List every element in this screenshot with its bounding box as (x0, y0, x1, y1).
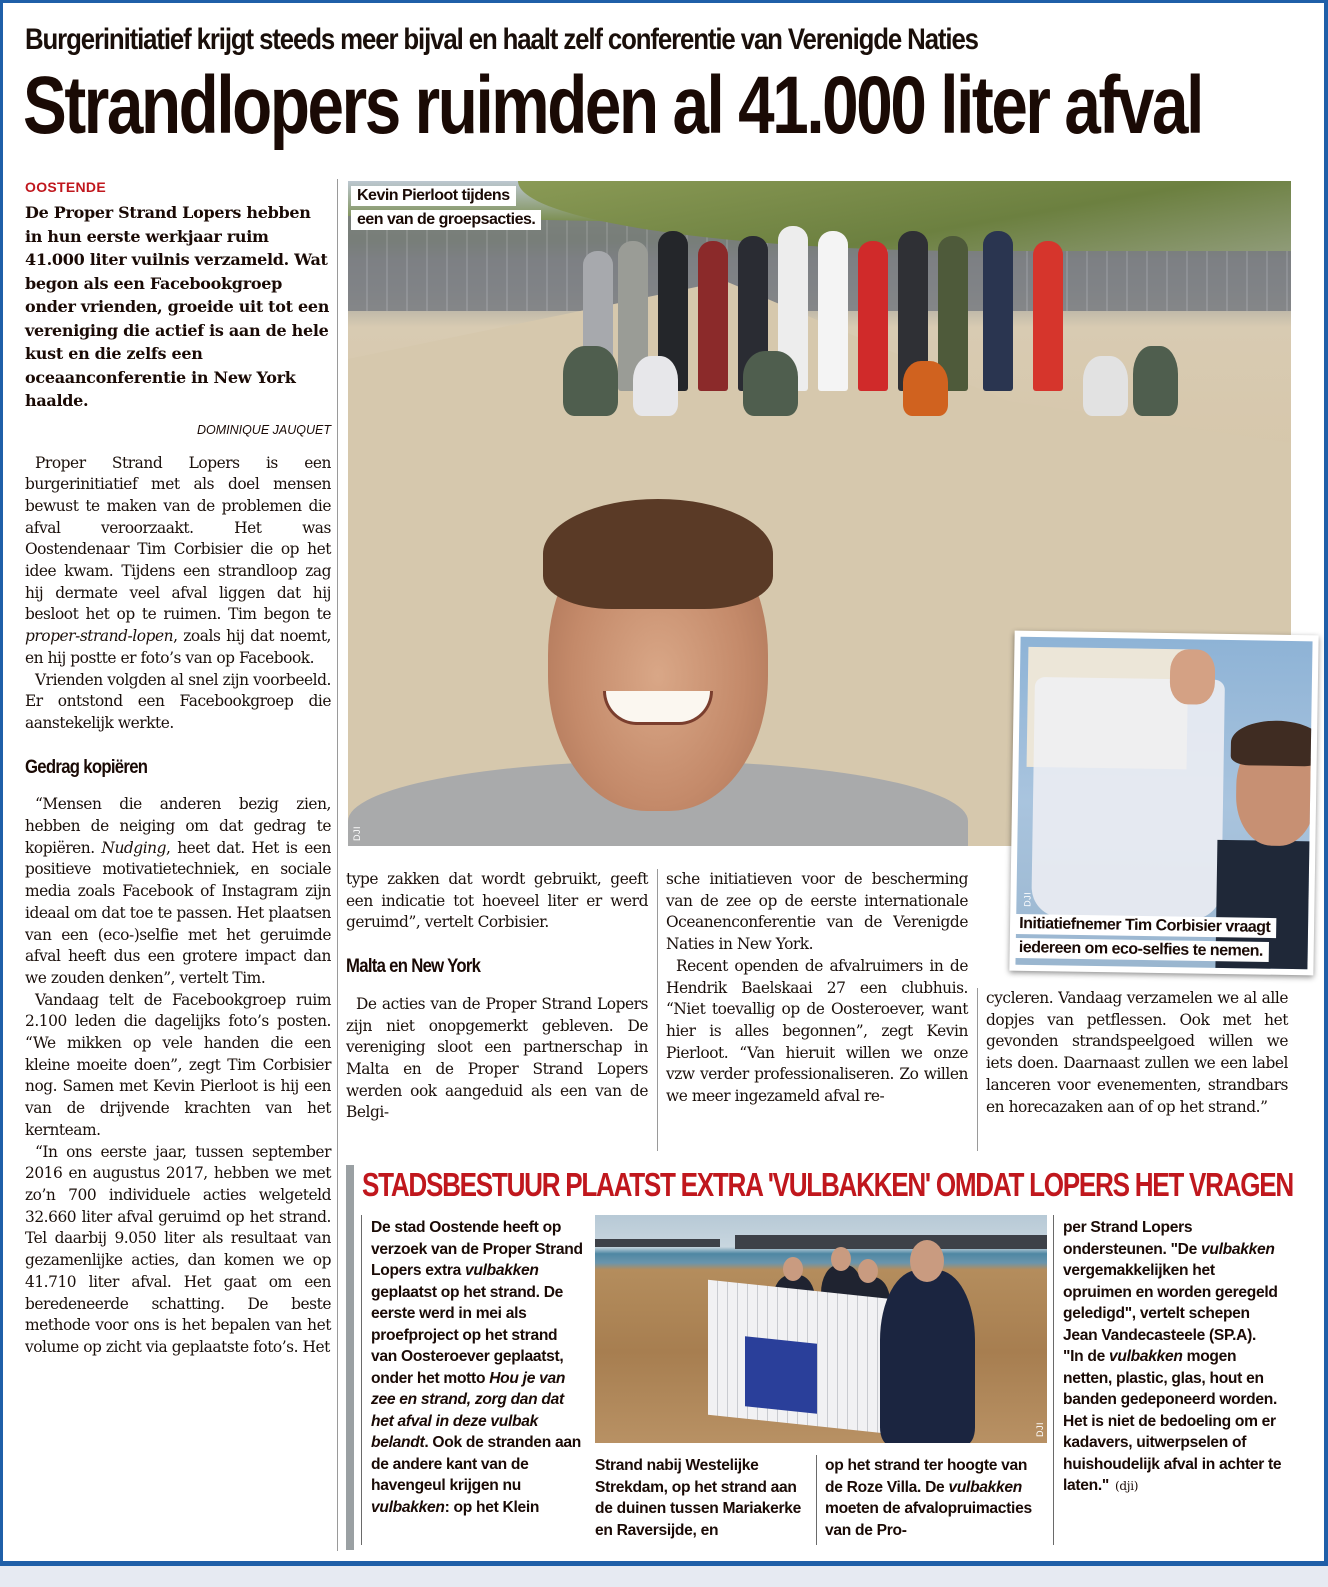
paragraph (25, 453, 331, 670)
paragraph: Recent openden de afvalruimers in de Hendrik Baelskaai 27 een clubhuis. “Niet toevallig op de Oosteroever, want hier is alles begonnen”, zegt Kevin Pierloot. “Van hieruit willen we onze vzw verder professionaliseren. Zo willen we meer ingezameld afval re- (666, 956, 968, 1106)
caption-line: Initiatiefnemer Tim Corbisier vraagt (1013, 914, 1276, 938)
sidebar-title: STADSBESTUUR PLAATST EXTRA 'VULBAKKEN' OMDAT LOPERS HET VRAGEN (362, 1166, 1294, 1203)
paragraph: Vandaag telt de Facebookgroep ruim 2.100 leden die dagelijks foto’s posten. “We mikken op vele handen die een kleine moeite doen”, zegt Tim Corbisier nog. Samen met Kevin Pierloot is hij een van de drijvende krachten van het kernteam. (25, 990, 331, 1139)
paragraph: De acties van de Proper Strand Lopers zijn niet onopgemerkt gebleven. De vereniging sloot een partnerschap in Malta en de Proper Strand Lopers werden ook aangeduid als een van de Belgi- (346, 994, 648, 1122)
trash-bag (633, 356, 678, 416)
sidebar-accent-bar (346, 1165, 354, 1550)
photo-selfie-hair (543, 499, 773, 609)
text-run: , zoals hij dat noemt, en hij postte er foto’s van op Facebook. (25, 627, 331, 667)
emphasis: vulbakken (1201, 1240, 1275, 1258)
inset-photo-caption (1013, 914, 1277, 966)
sidebar-column-3 (825, 1455, 1045, 1541)
photo-plastic-bag (1031, 677, 1225, 920)
person (1033, 241, 1063, 391)
text-run: : op het Klein (444, 1498, 540, 1516)
trash-bag (1083, 356, 1128, 416)
sidebar-column-1 (371, 1217, 583, 1518)
caption-line: een van de groepsacties. (351, 210, 541, 230)
body-text-left (25, 453, 331, 1359)
text-run: moeten de afvalopruimacties van de Pro- (825, 1500, 1032, 1539)
sidebar-column-2: Strand nabij Westelijke Strekdam, op het strand aan de duinen tussen Mariakerke en Raversijde, en (595, 1457, 801, 1539)
person (983, 231, 1013, 391)
kicker-headline: Burgerinitiatief krijgt steeds meer bijval en haalt zelf conferentie van Verenigde Naties (25, 23, 978, 56)
paragraph: sche initiatieven voor de bescherming van de zee op de eerste internationale Oceanenconferentie van de Verenigde Naties in New York. (666, 870, 968, 954)
byline: DOMINIQUE JAUQUET (196, 422, 331, 437)
text-run: per Strand Lopers ondersteunen. "De (1063, 1219, 1202, 1258)
caption-line: Kevin Pierloot tijdens (351, 186, 516, 206)
text-run: mogen netten, plastic, glas, hout en banden gedeponeerd worden. Het is niet de bedoeling om er kadavers, uitwerpselen of huishoudelijk afval in achter te laten." (1063, 1348, 1282, 1494)
paragraph: “In ons eerste jaar, tussen september 2016 en augustus 2017, hebben we met zo’n 700 individuele acties welgeteld 32.660 liter afval geruimd op het strand. Tel daarbij 9.050 liter als resultaat van gezamenlijke acties, dan komen we op 41.710 liter afval. Het gaat om een beredeneerde schatting. De beste methode voor ons is het bepalen van het volume op zicht via geplaatste foto’s. Het (25, 1142, 331, 1356)
trash-bag (903, 361, 948, 416)
sidebar-column-4 (1063, 1217, 1285, 1498)
column-divider (1053, 1215, 1054, 1545)
text-run: De stad Oostende heeft op verzoek van de Proper Strand Lopers extra (371, 1219, 583, 1279)
photo-pier (735, 1235, 1047, 1249)
caption-line: iedereen om eco-selfies te nemen. (1013, 938, 1269, 962)
text-run: “Mensen die anderen bezig zien, hebben de neiging om dat gedrag te kopiëren. (25, 795, 331, 857)
column-divider (977, 988, 978, 1151)
sidebar-box (346, 1165, 1326, 1205)
paragraph: Vrienden volgden al snel zijn voorbeeld. Er ontstond een Facebookgroep die aanstekelijk werkte. (25, 670, 331, 732)
column-divider (337, 179, 338, 1551)
trash-bag (1133, 346, 1178, 416)
column-divider (657, 869, 658, 1151)
photo-hair (1231, 720, 1313, 766)
trash-bag (743, 351, 798, 416)
paragraph: type zakken dat wordt gebruikt, geeft een indicatie tot hoeveel liter er werd geruimd”, vertelt Corbisier. (346, 870, 648, 932)
main-photo-caption (351, 186, 541, 234)
text-run: geplaatst op het strand. De eerste werd in mei als proefproject op het strand van Oosteroever geplaatst, onder het motto (371, 1283, 564, 1387)
text-run: , heet dat. Het is een positieve motivatietechniek, en sociale media zoals Facebook of Instagram zijn ideaal om dat toe te passen. Het plaatsen van een (eco-)selfie met het geruimde afval heeft dus een grotere impact dan we zouden denken”, vertelt Tim. (25, 838, 331, 987)
emphasis: Hou je van zee en strand, zorg dan dat het afval in deze vulbak belandt (371, 1369, 566, 1451)
text-run: "In de (1063, 1348, 1110, 1365)
lead-paragraph: De Proper Strand Lopers hebben in hun eerste werkjaar ruim 41.000 liter vuilnis verzameld. Wat begon als een Facebookgroep onder vrienden, groeide uit tot een vereniging die actief is aan de hele kust en die zelfs een oceaanconferentie in New York haalde. (25, 203, 330, 410)
emphasis: vulbakken (1109, 1348, 1183, 1365)
author-signature: (dji) (1115, 1479, 1139, 1493)
photo-breakwater (595, 1239, 720, 1247)
person (698, 241, 728, 391)
person-head (831, 1247, 851, 1271)
column-divider (361, 1215, 362, 1545)
subhead-gedrag-kopieren: Gedrag kopiëren (25, 756, 148, 778)
emphasis: Nudging (101, 838, 167, 857)
text-run: op het strand ter hoogte van de Roze Villa. De (825, 1457, 1028, 1496)
column-left (25, 179, 331, 1359)
paragraph: cycleren. Vandaag verzamelen we al alle dopjes van petflessen. Ook met het gevonden strandspeelgoed willen we iets doen. Daarnaast zullen we een label lanceren voor evenementen, strandbars en horecazaken aan of op het strand.” (986, 989, 1288, 1116)
person (858, 241, 888, 391)
column-middle-1 (346, 869, 648, 1124)
person-head (910, 1240, 944, 1282)
text-run: Proper Strand Lopers is een burgerinitiatief met als doel mensen bewust te maken van de problemen die afval veroorzaakt. Het was Oostendenaar Tim Corbisier die op het idee kwam. Tijdens een strandloop zag hij dermate veel afval liggen dat hij besloot het op te ruimen. Tim begon te (25, 453, 331, 624)
emphasis: proper-strand-lopen (25, 627, 174, 646)
person-alderman (880, 1270, 975, 1443)
emphasis: vulbakken (948, 1478, 1023, 1496)
photo-volunteer-group (563, 216, 1163, 416)
photo-vulbak-on-beach (595, 1215, 1047, 1443)
photo-credit: DJI (352, 826, 362, 841)
dateline: OOSTENDE (25, 179, 106, 195)
text-run: vergemakkelijken het opruimen en worden geregeld geledigd", vertelt schepen Jean Vandecasteele (SP.A). (1063, 1262, 1278, 1344)
photo-selfie-smile (603, 691, 713, 725)
person (818, 231, 848, 391)
text-run: . Ook de stranden aan de andere kant van de havengeul krijgen nu (371, 1434, 581, 1494)
column-divider (816, 1455, 817, 1545)
column-right (986, 988, 1288, 1118)
subhead-malta-new-york: Malta en New York (346, 956, 481, 978)
paragraph (25, 794, 331, 989)
main-headline: Strandlopers ruimden al 41.000 liter afval (23, 60, 1202, 151)
emphasis: vulbakken (371, 1498, 445, 1516)
photo-vulbak-sign (745, 1336, 817, 1414)
emphasis: vulbakken (465, 1262, 539, 1279)
column-middle-2 (666, 869, 968, 1108)
person-head (783, 1257, 803, 1281)
person-head (858, 1259, 878, 1283)
photo-credit: DJI (1022, 891, 1033, 907)
trash-bag (563, 346, 618, 416)
photo-credit: DJI (1035, 1422, 1045, 1437)
photo-hand (1170, 649, 1216, 705)
